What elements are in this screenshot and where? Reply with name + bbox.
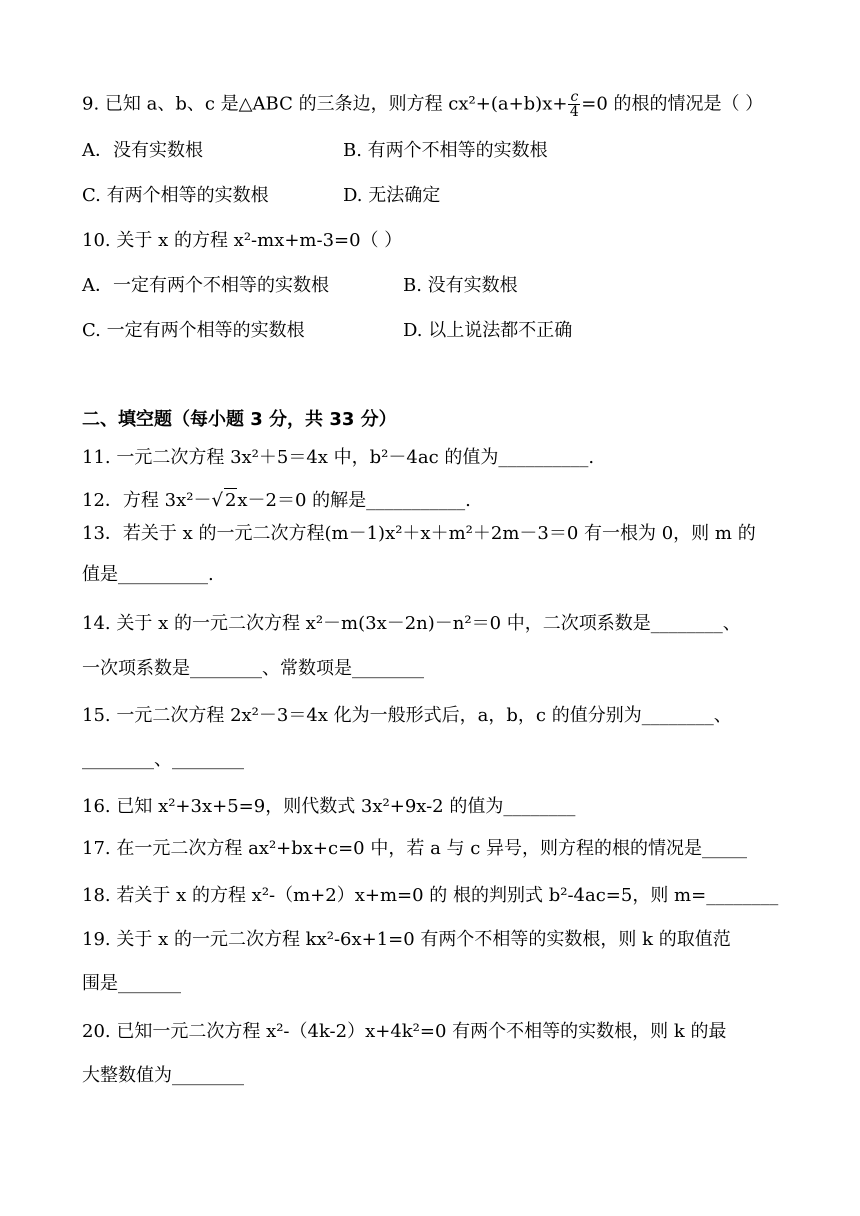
question-13-line-2: 值是__________. [82,564,214,585]
question-14-line-2: 一次项系数是________、常数项是________ [82,658,424,679]
sqrt-radicand: 2 [224,490,237,511]
q10-option-a: A．一定有两个不相等的实数根 [82,275,329,296]
question-20-line-1: 20. 已知一元二次方程 x²-（4k-2）x+4k²=0 有两个不相等的实数根，则 k 的最 [82,1021,727,1042]
fraction-c-over-4 [568,90,580,119]
fraction-numerator: c [570,89,579,105]
q9-option-c: C. 有两个相等的实数根 [82,185,269,206]
q12-stem-start: 12．方程 3x²－ [82,490,212,511]
q9-stem-end: =0 的根的情况是（ ） [581,93,764,115]
q10-option-d: D. 以上说法都不正确 [403,320,573,341]
question-19-line-1: 19. 关于 x 的一元二次方程 kx²-6x+1=0 有两个不相等的实数根，则 k 的取值范 [82,929,731,950]
question-19-line-2: 围是_______ [82,973,181,994]
q12-stem-end: x－2＝0 的解是___________. [237,490,471,511]
q10-option-c: C. 一定有两个相等的实数根 [82,320,305,341]
question-20-line-2: 大整数值为________ [82,1065,244,1086]
question-18: 18. 若关于 x 的方程 x²-（m+2）x+m=0 的 根的判别式 b²-4ac=5，则 m=________ [82,885,779,906]
question-10: 10. 关于 x 的方程 x²-mx+m-3=0（ ） [82,230,403,251]
question-15-line-1: 15. 一元二次方程 2x²－3＝4x 化为一般形式后，a，b，c 的值分别为________、 [82,705,732,726]
q10-option-b: B. 没有实数根 [403,275,518,296]
question-14-line-1: 14. 关于 x 的一元二次方程 x²－m(3x－2n)－n²＝0 中，二次项系数是________、 [82,613,741,634]
question-11: 11. 一元二次方程 3x²＋5＝4x 中，b²－4ac 的值为__________. [82,447,595,468]
section-heading-fill-in: 二、填空题（每小题 3 分，共 33 分） [82,409,397,430]
question-15-line-2: ________、________ [82,749,244,770]
question-12 [82,488,471,513]
question-9 [82,90,763,119]
question-17: 17. 在一元二次方程 ax²+bx+c=0 中，若 a 与 c 异号，则方程的根的情况是_____ [82,838,748,859]
q9-option-b: B. 有两个不相等的实数根 [343,140,548,161]
sqrt-symbol: √ [211,490,223,511]
fraction-denominator: 4 [569,104,579,120]
q9-option-d: D. 无法确定 [343,185,441,206]
question-13-line-1: 13．若关于 x 的一元二次方程(m－1)x²＋x＋m²＋2m－3＝0 有一根为 0，则 m 的 [82,523,756,544]
q9-option-a: A．没有实数根 [82,140,203,161]
question-16: 16. 已知 x²+3x+5=9，则代数式 3x²+9x-2 的值为________ [82,796,576,817]
q9-stem-start: 9. 已知 a、b、c 是△ABC 的三条边，则方程 cx²+(a+b)x+ [82,93,568,115]
